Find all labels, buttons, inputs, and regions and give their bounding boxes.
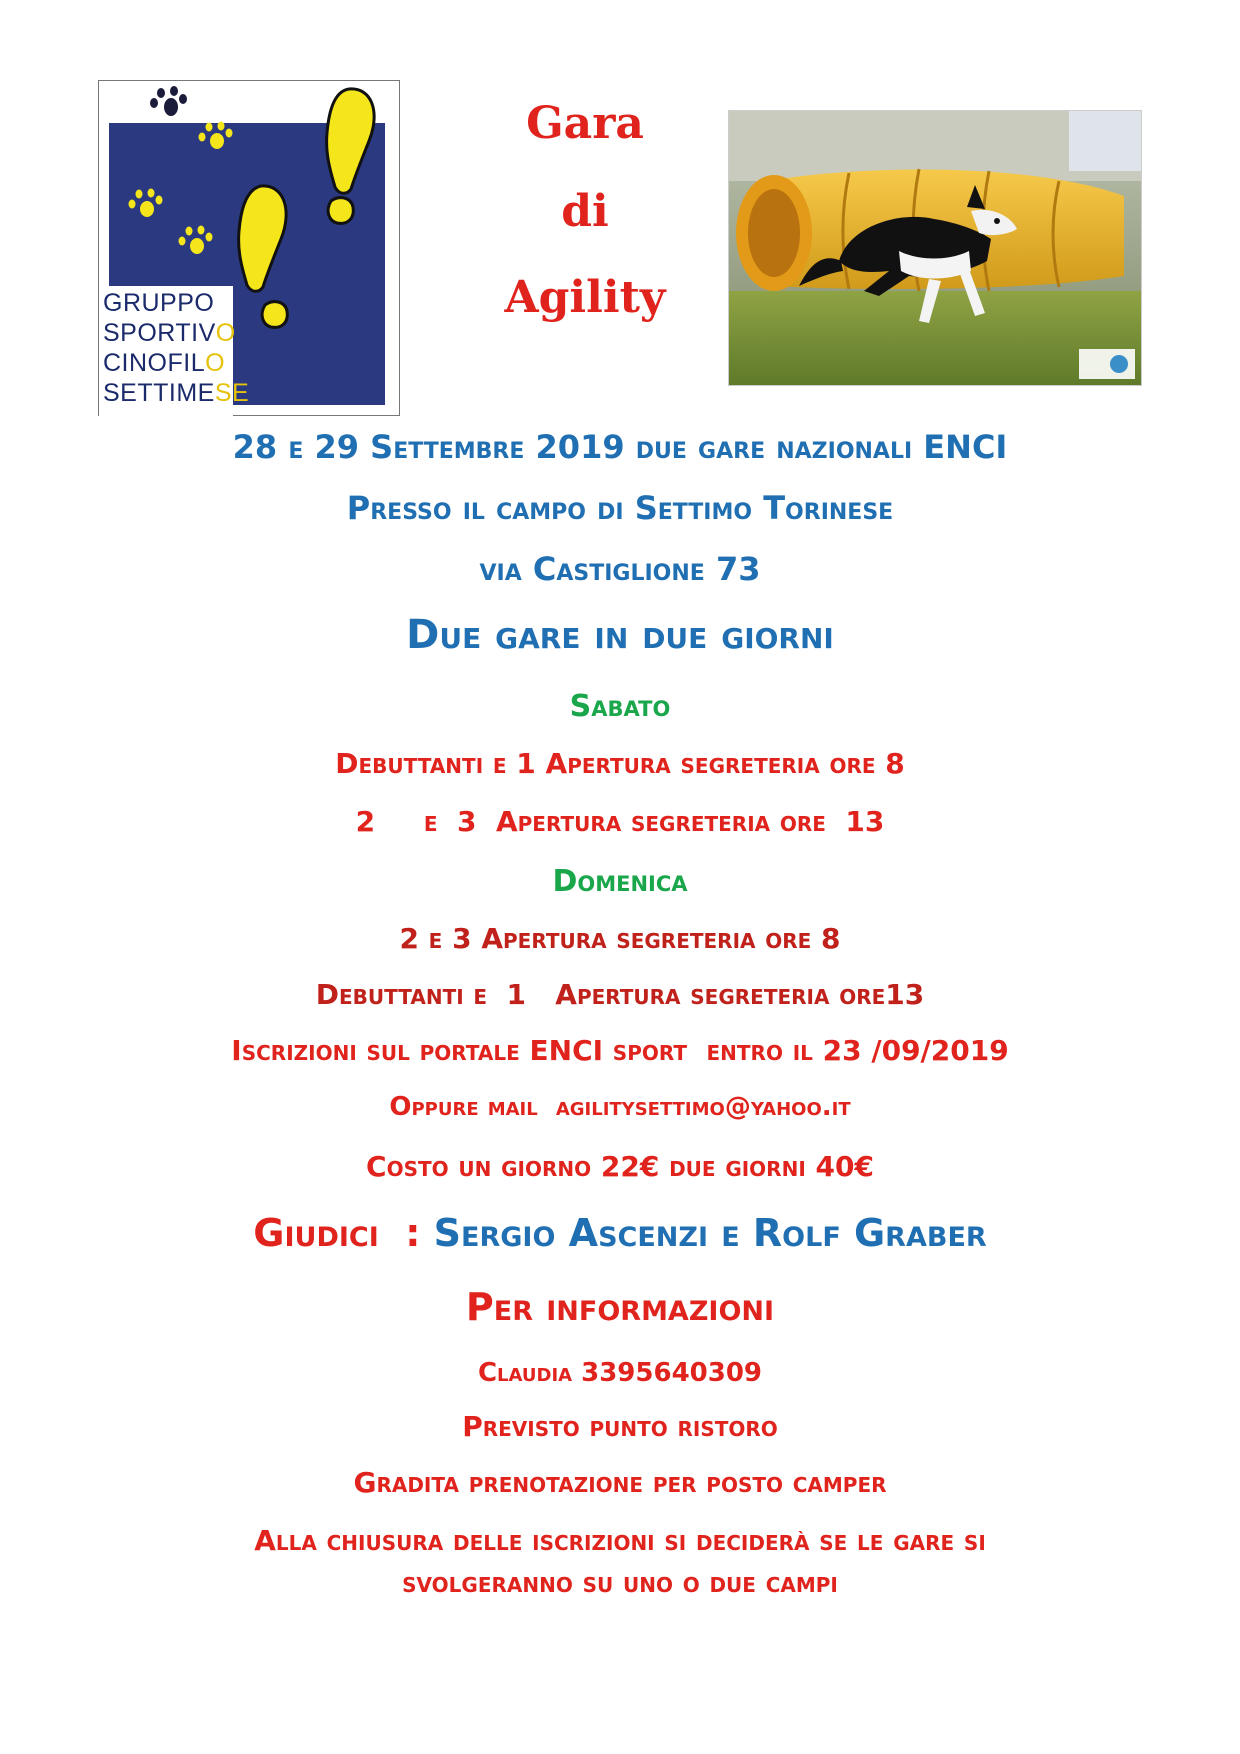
- logo-line-sportiv: SPORTIV: [103, 319, 216, 347]
- club-logo: [98, 80, 400, 416]
- chiusura-text-1: Alla chiusura delle iscrizioni si deciderà se le gare si: [254, 1524, 986, 1557]
- title-line-3: Agility: [504, 272, 666, 323]
- title-line-1: Gara: [526, 98, 644, 149]
- logo-line-settime-accent: SE: [214, 379, 250, 407]
- sabato-schedule-1: Debuttanti e 1 Apertura segreteria ore 8: [335, 747, 905, 780]
- agility-dog-photo: [728, 110, 1142, 386]
- day-label-domenica: Domenica: [552, 864, 688, 899]
- logo-line-sportiv-accent: O: [215, 319, 236, 347]
- giudici-line: [0, 1211, 1240, 1255]
- logo-line-cinofil-accent: O: [205, 349, 226, 377]
- paw-icon: [150, 86, 187, 116]
- contact-claudia: Claudia 3395640309: [477, 1358, 763, 1388]
- giudici-label: Giudici :: [253, 1211, 434, 1255]
- logo-line-settime: SETTIME: [103, 379, 215, 407]
- logo-wordmark: [99, 286, 250, 420]
- paw-icon: [179, 226, 213, 255]
- domenica-schedule-2: Debuttanti e 1 Apertura segreteria ore13: [315, 978, 925, 1011]
- chiusura-text-2: svolgeranno su uno o due campi: [402, 1566, 838, 1599]
- logo-line-gruppo: GRUPPO: [103, 289, 215, 317]
- info-heading: Per informazioni: [465, 1285, 775, 1329]
- title-line-2: di: [561, 186, 609, 237]
- day-label-sabato: Sabato: [569, 689, 671, 724]
- giudici-names: Sergio Ascenzi e Rolf Graber: [433, 1211, 987, 1255]
- event-headline: Due gare in due giorni: [406, 612, 834, 658]
- paw-icon: [199, 122, 233, 150]
- logo-line-cinofil: CINOFIL: [103, 349, 206, 377]
- footprint-icon: [239, 89, 375, 327]
- mail-text: Oppure mail agilitysettimo@yahoo.it: [389, 1092, 851, 1122]
- ristoro-text: Previsto punto ristoro: [462, 1410, 778, 1443]
- event-address: via Castiglione 73: [479, 550, 761, 588]
- paw-icon: [129, 189, 163, 218]
- costo-text: Costo un giorno 22€ due giorni 40€: [366, 1150, 874, 1183]
- event-dates: 28 e 29 Settembre 2019 due gare nazionali ENCI: [232, 428, 1008, 466]
- domenica-schedule-1: 2 e 3 Apertura segreteria ore 8: [399, 922, 841, 955]
- iscrizioni-text: Iscrizioni sul portale ENCI sport entro il 23 /09/2019: [231, 1034, 1009, 1067]
- sabato-schedule-2: 2 e 3 Apertura segreteria ore 13: [355, 805, 885, 838]
- event-location: Presso il campo di Settimo Torinese: [346, 489, 894, 527]
- camper-text: Gradita prenotazione per posto camper: [353, 1466, 887, 1499]
